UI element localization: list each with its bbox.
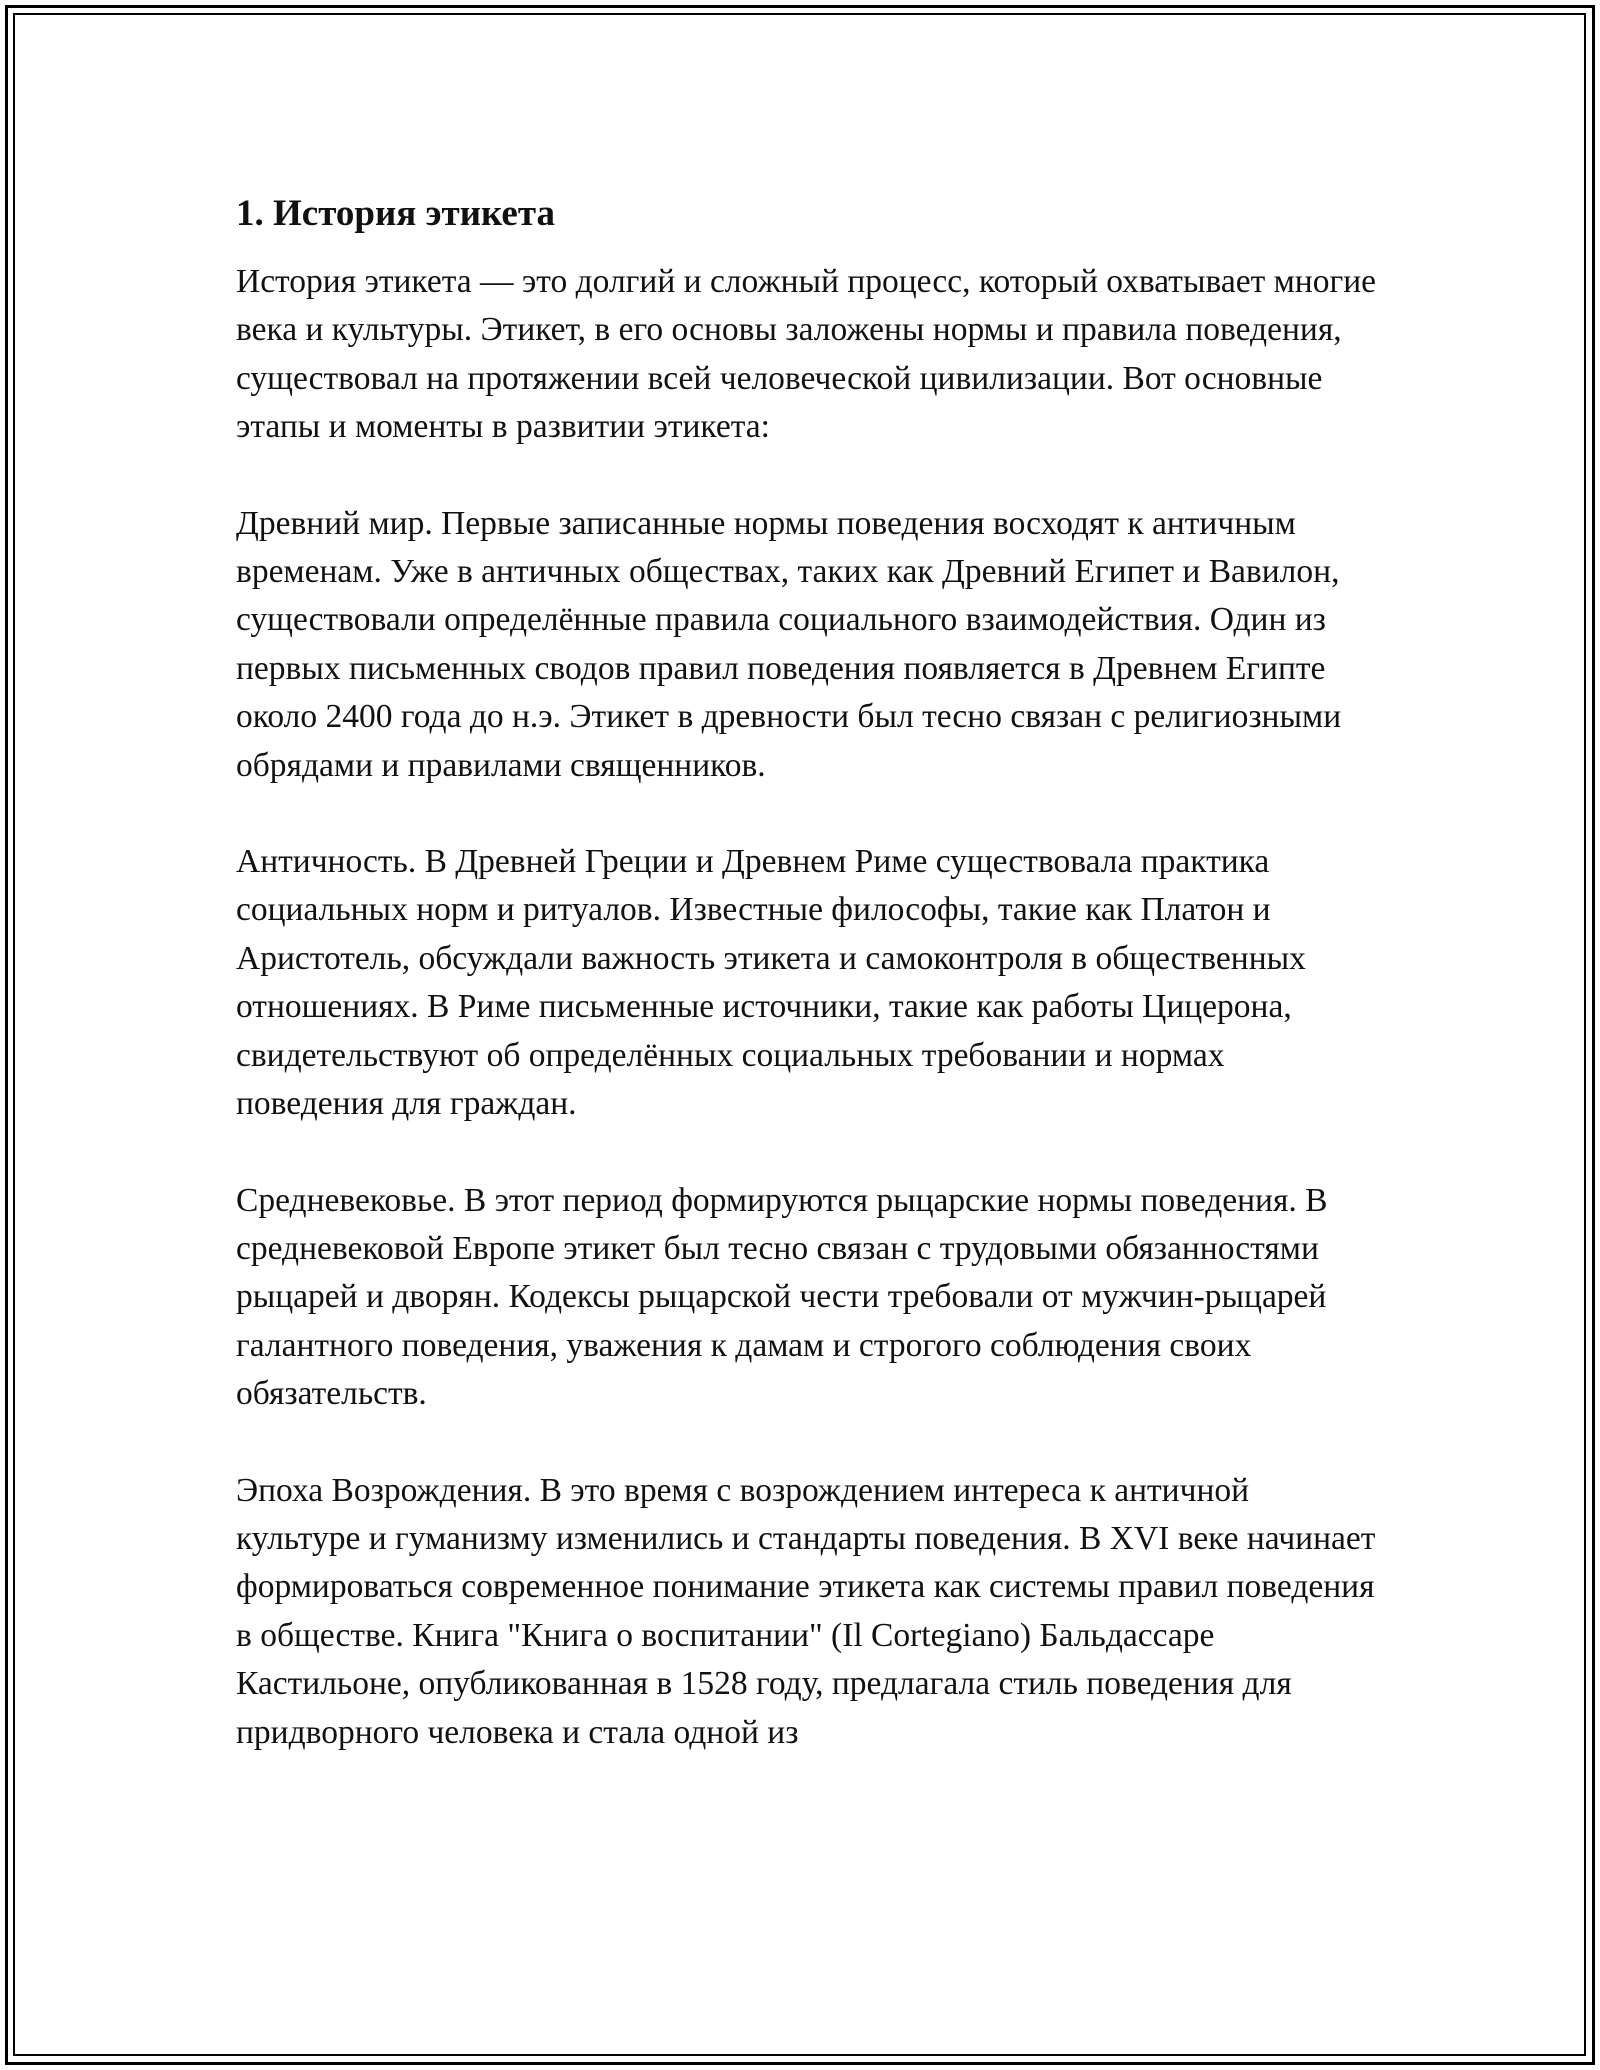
paragraph-middle-ages: Средневековье. В этот период формируются рыцарские нормы поведения. В средневековой Европе этикет был тесно связан с трудовыми обязанностями рыцарей и дворян. Кодексы рыцарской чести требовали от мужчин-рыцарей галантного поведения, уважения к дамам и строгого соблюдения своих обязательств. xyxy=(236,1181,1328,1413)
paragraph-renaissance: Эпоха Возрождения. В это время с возрождением интереса к античной культуре и гуманизму изменились и стандарты поведения. В XVI веке начинает формироваться современное понимание этикета как системы правил поведения в обществе. Книга "Книга о воспитании" (Il Cortegiano) Бальдассаре Кастильоне, опубликованная в 1528 году, предлагала стиль поведения для придворного человека и стала одной из xyxy=(236,1471,1376,1751)
document-body xyxy=(236,186,1376,1757)
paragraph-intro: История этикета — это долгий и сложный процесс, который охватывает многие века и культуры. Этикет, в его основы заложены нормы и правила поведения, существовал на протяжении всей человеческой цивилизации. Вот основные этапы и моменты в развитии этикета: xyxy=(236,263,1376,446)
paragraph-ancient-world: Древний мир. Первые записанные нормы поведения восходят к античным временам. Уже в античных обществах, таких как Древний Египет и Вавилон, существовали определённые правила социального взаимодействия. Один из первых письменных сводов правил поведения появляется в Древнем Египте около 2400 года до н.э. Этикет в древности был тесно связан с религиозными обрядами и правилами священников. xyxy=(236,504,1342,784)
paragraph-antiquity: Античность. В Древней Греции и Древнем Риме существовала практика социальных норм и ритуалов. Известные философы, такие как Платон и Аристотель, обсуждали важность этикета и самоконтроля в общественных отношениях. В Риме письменные источники, такие как работы Цицерона, свидетельствуют об определённых социальных требовании и нормах поведения для граждан. xyxy=(236,843,1306,1123)
section-heading: 1. История этикета xyxy=(236,193,555,234)
